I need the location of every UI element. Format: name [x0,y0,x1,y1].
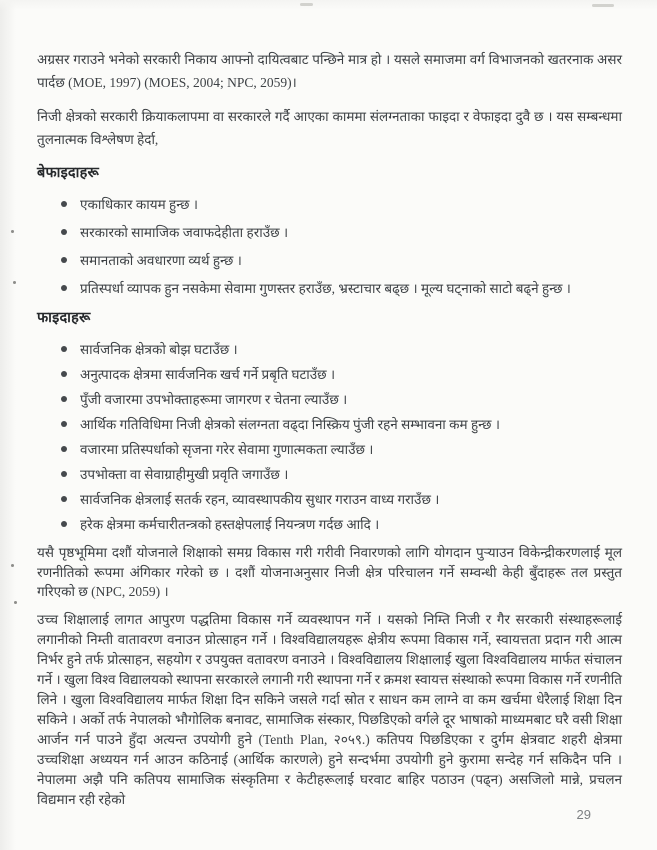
list-item-text: एकाधिकार कायम हुन्छ । [80,197,199,212]
list-item [61,489,622,510]
list-item-text: अनुत्पादक क्षेत्रमा सार्वजनिक खर्च गर्ने प्रबृति घटाउँछ । [80,367,336,382]
bullet-icon [61,446,67,452]
bullet-icon [61,257,67,263]
scan-artifact-dot [11,564,14,567]
bullet-icon [61,285,67,291]
list-item [61,514,622,535]
bullet-icon [61,396,67,402]
list-item-text: आर्थिक गतिविधिमा निजी क्षेत्रको संलग्नता वढ्दा निस्क्रिय पुंजी रहने सम्भावना कम हुन्छ । [80,417,500,432]
list-item [61,278,622,299]
list-item-text: सार्वजनिक क्षेत्रलाई सतर्क रहन, व्यावस्थापकीय सुधार गराउन वाध्य गराउँछ । [80,492,440,507]
list-item [61,439,622,460]
list-item-text: समानताको अवधारणा व्यर्थ हुन्छ । [80,253,242,268]
closing-paragraph-2: उच्च शिक्षालाई लागत आपुरण पद्धतिमा विकास गर्ने व्यवस्थापन गर्ने । यसको निम्ति निजी र गैर सरकारी संस्थाहरूलाई लगानीको निम्ती वातावरण वनाउन प्रोत्साहन गर्ने । विश्वविद्यालयहरू क्षेत्रीय रूपमा विकास गर्ने, स्वायत्तता प्रदान गरी आत्म निर्भर हुने तर्फ प्रोत्साहन, सहयोग र उपयुक्त वतावरण वनाउने । विश्वविद्यालय शिक्षालाई खुला विश्वविद्यालय मार्फत संचालन गर्ने । खुला विश्व विद्यालयको स्थापना सरकारले लगानी गरी स्थापना गर्ने र क्रमश स्वायत्त संस्थाको रूपमा विकास गर्ने रणनीति लिने । खुला विश्वविद्यालय मार्फत शिक्षा दिन सकिने जसले गर्दा स्रोत र साधन कम लाग्ने वा कम खर्चमा धेरैलाई शिक्षा दिन सकिने । अर्को तर्फ नेपालको भौगोलिक बनावट, सामाजिक संस्कार, पिछडिएको वर्गले दूर भाषाको माध्यमबाट घरै वसी शिक्षा आर्जन गर्न पाउने हुँदा अत्यन्त उपयोगी हुने (Tenth Plan, २०५९.) कतिपय पिछडिएका र दुर्गम क्षेत्रवाट शहरी क्षेत्रमा उच्चशिक्षा अध्ययन गर्न आउन कठिनाई (आर्थिक कारणले) हुने सन्दर्भमा उपयोगी हुने कुरामा सन्देह गर्न सकिदैन पनि । नेपालमा अझै पनि कतिपय सामाजिक संस्कृतिमा र केटीहरूलाई घरवाट बाहिर पठाउन (पढ्न) असजिलो मान्ने, प्रचलन विद्यमान रही रहेको [37,611,622,807]
intro-paragraph-2: निजी क्षेत्रको सरकारी क्रियाकलापमा वा सरकारले गर्दै आएका काममा संलग्नताका फाइदा र वेफाइदा दुवै छ । यस सम्बन्धमा तुलनात्मक विश्लेषण हेर्दा, [37,109,622,147]
intro-paragraph-1: अग्रसर गराउने भनेको सरकारी निकाय आफ्नो दायित्वबाट पन्छिने मात्र हो । यसले समाजमा वर्ग विभाजनको खतरनाक असर पार्दछ (MOE, 1997) (MOES, 2004; NPC, 2059)। [37,52,622,90]
section-heading-disadvantages: बेफाइदाहरू [37,165,99,181]
bullet-icon [61,346,67,352]
list-item-text: हरेक क्षेत्रमा कर्मचारीतन्त्रको हस्तक्षेपलाई नियन्त्रण गर्दछ आदि । [80,517,380,532]
advantages-list [37,339,622,535]
bullet-icon [61,371,67,377]
bullet-icon [61,496,67,502]
scan-artifact-dot [14,601,17,604]
page-content [37,48,622,818]
scan-top-edge-shadow [0,0,657,10]
bullet-icon [61,471,67,477]
list-item-text: पुँजी वजारमा उपभोक्ताहरूमा जागरण र चेतना ल्याउँछ । [80,392,348,407]
list-item-text: प्रतिस्पर्धा व्यापक हुन नसकेमा सेवामा गुणस्तर हराउँछ, भ्रस्टाचार बढ्छ । मूल्य घट्नाको साटो बढ्ने हुन्छ । [80,281,571,296]
list-item [61,194,622,215]
list-item [61,364,622,385]
bullet-icon [61,201,67,207]
section-heading-advantages: फाइदाहरू [37,310,91,326]
bullet-icon [61,521,67,527]
scan-left-edge-shadow [0,0,16,850]
list-item [61,464,622,485]
page-number: 29 [576,807,591,822]
list-item [61,389,622,410]
scan-artifact-dash [592,4,614,7]
list-item-text: उपभोक्ता वा सेवाग्राहीमुखी प्रवृति जगाउँछ । [80,467,289,482]
list-item [61,222,622,243]
scan-artifact-dash [300,3,313,6]
list-item [61,250,622,271]
list-item [61,414,622,435]
scan-artifact-dot [13,281,16,284]
list-item [61,339,622,360]
disadvantages-list [37,194,622,299]
closing-paragraph-1: यसै पृष्ठभूमिमा दशौं योजनाले शिक्षाको समग्र विकास गरी गरीवी निवारणको लागि योगदान पुऱ्याउन विकेन्द्रीकरणलाई मूल रणनीतिको रूपमा अंगिकार गरेको छ । दशौं योजनाअनुसार निजी क्षेत्र परिचालन गर्ने सम्वन्धी केही बुँदाहरू तल प्रस्तुत गरिएको छ (NPC, 2059) । [37,545,622,599]
list-item-text: सार्वजनिक क्षेत्रको बोझ घटाउँछ । [80,342,238,357]
bullet-icon [61,229,67,235]
scan-artifact-dot [11,230,14,233]
bullet-icon [61,421,67,427]
list-item-text: सरकारको सामाजिक जवाफदेहीता हराउँछ । [80,225,289,240]
list-item-text: वजारमा प्रतिस्पर्धाको सृजना गरेर सेवामा गुणात्मकता ल्याउँछ । [80,442,374,457]
